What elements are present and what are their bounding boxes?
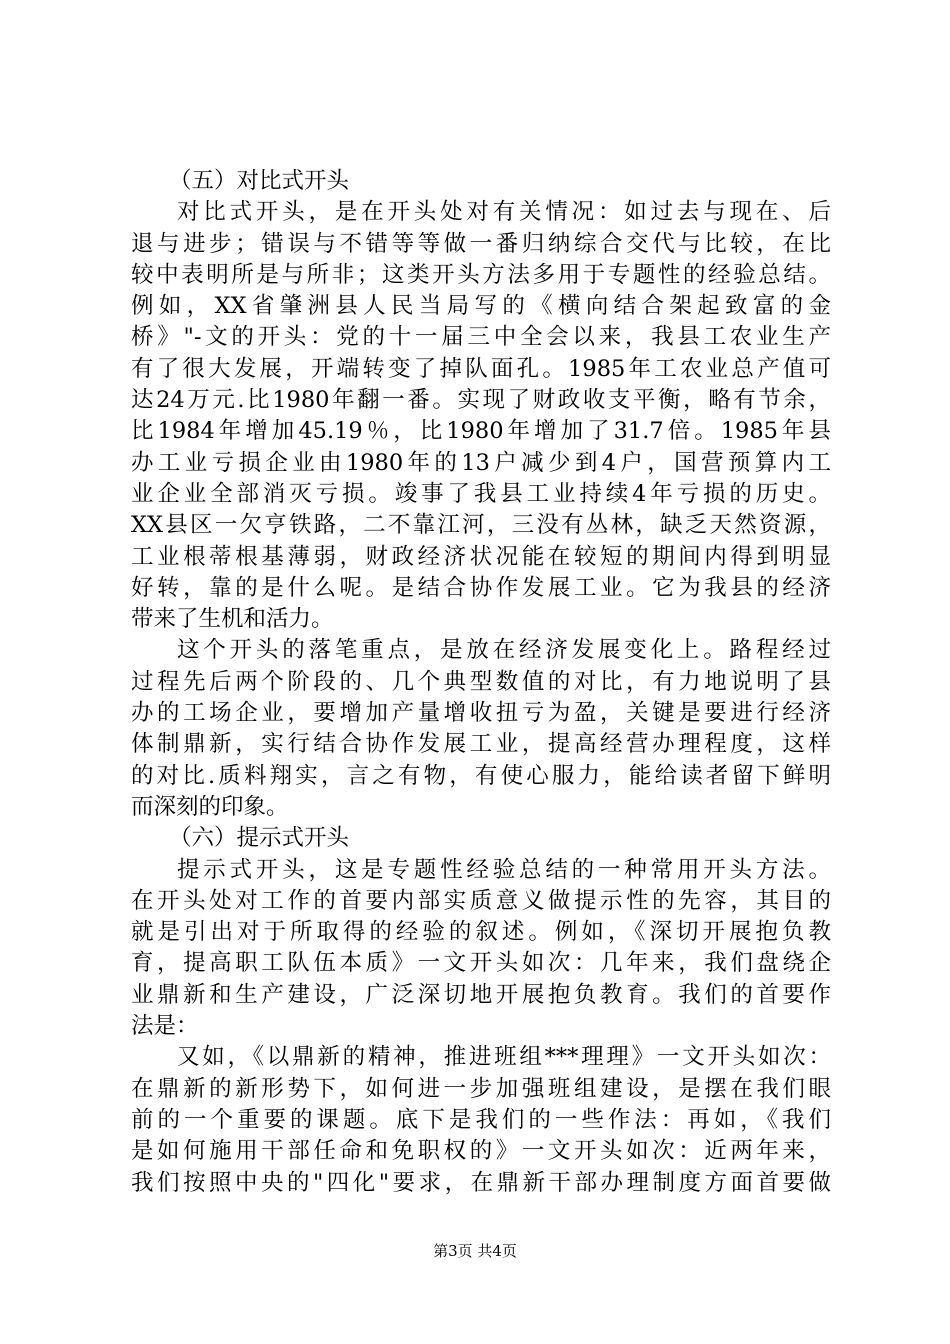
text-line: 我们按照中央的"四化"要求，在鼎新干部办理制度方面首要做 [131, 1169, 831, 1196]
text-line: 桥》"-文的开头：党的十一届三中全会以来，我县工农业生产 [131, 324, 831, 351]
text-line: 育，提高职工队伍本质》一文开头如次：几年来，我们盘绕企 [131, 950, 831, 977]
text-line: 较中表明所是与所非；这类开头方法多用于专题性的经验总结。 [131, 261, 831, 288]
text-line: 对比式开头，是在开头处对有关情况：如过去与现在、后 [177, 199, 831, 226]
text-line: 的对比.质料翔实，言之有物，有使心服力，能给读者留下鲜明 [131, 762, 831, 789]
text-line: 在鼎新的新形势下，如何进一步加强班组建设，是摆在我们眼 [131, 1075, 831, 1102]
text-line: 在开头处对工作的首要内部实质意义做提示性的先容，其目的 [131, 887, 831, 914]
text-line: 达24万元.比1980年翻一番。实现了财政收支平衡，略有节余， [131, 387, 831, 414]
page-footer: 第3页 共4页 [433, 1242, 517, 1260]
text-line: 前的一个重要的课题。底下是我们的一些作法：再如，《我们 [131, 1106, 831, 1133]
text-line: 工业根蒂根基薄弱，财政经济状况能在较短的期间内得到明显 [131, 543, 831, 570]
text-line: 提示式开头，这是专题性经验总结的一种常用开头方法。 [177, 856, 831, 883]
text-line: 业企业全部消灭亏损。竣事了我县工业持续4年亏损的历史。 [131, 480, 831, 507]
text-line: 有了很大发展，开端转变了掉队面孔。1985年工农业总产值可 [131, 355, 831, 382]
text-line: 又如，《以鼎新的精神，推进班组***理理》一文开头如次： [177, 1044, 831, 1071]
section-heading: （五）对比式开头 [169, 168, 350, 194]
text-line: 例如，XX省肇洲县人民当局写的《横向结合架起致富的金 [131, 293, 831, 320]
text-line: 过程先后两个阶段的、几个典型数值的对比，有力地说明了县 [131, 668, 831, 695]
text-line: 这个开头的落笔重点，是放在经济发展变化上。路程经过 [177, 637, 831, 664]
text-line: 退与进步；错误与不错等等做一番归纳综合交代与比较，在比 [131, 230, 831, 257]
text-line: 办工业亏损企业由1980年的13户减少到4户，国营预算内工 [131, 449, 831, 476]
text-line: 体制鼎新，实行结合协作发展工业，提高经营办理程度，这样 [131, 731, 831, 758]
text-line: 好转，靠的是什么呢。是结合协作发展工业。它为我县的经济 [131, 574, 831, 601]
text-line: 带来了生机和活力。 [131, 606, 334, 633]
text-line: 比1984年增加45.19％，比1980年增加了31.7倍。1985年县 [131, 418, 831, 445]
text-line: 是如何施用干部任命和免职权的》一文开头如次：近两年来， [131, 1138, 831, 1165]
section-heading: （六）提示式开头 [169, 825, 350, 852]
text-line: 就是引出对于所取得的经验的叙述。例如，《深切开展抱负教 [131, 919, 831, 946]
text-line: XX县区一欠亨铁路，二不靠江河，三没有丛林，缺乏天然资源， [131, 512, 831, 539]
document-body [131, 166, 831, 1199]
text-line: 而深刻的印象。 [131, 793, 289, 820]
text-line: 业鼎新和生产建设，广泛深切地开展抱负教育。我们的首要作 [131, 981, 831, 1008]
text-line: 法是： [131, 1013, 199, 1040]
text-line: 办的工场企业，要增加产量增收扭亏为盈，关键是要进行经济 [131, 700, 831, 727]
